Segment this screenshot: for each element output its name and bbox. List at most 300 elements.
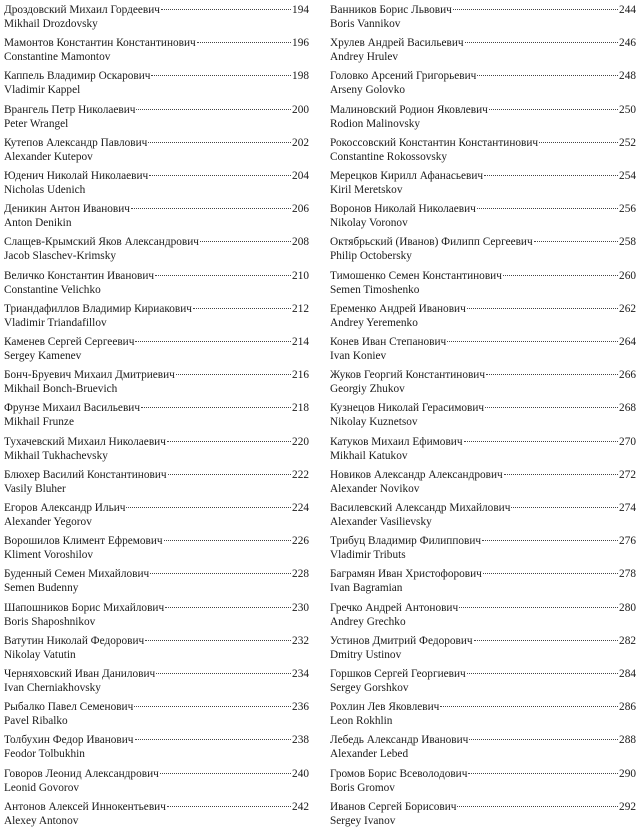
russian-name: Врангель Петр Николаевич [4, 103, 136, 116]
page-number: 212 [292, 302, 309, 315]
english-name: Boris Vannikov [330, 18, 401, 30]
russian-name: Ватутин Николай Федорович [4, 634, 145, 647]
index-entry [330, 701, 636, 733]
russian-name: Юденич Николай Николаевич [4, 170, 149, 182]
dot-leader [477, 208, 618, 209]
dot-leader [197, 42, 291, 43]
dot-leader [135, 341, 291, 342]
entry-line [4, 602, 309, 615]
index-entry [330, 37, 636, 69]
english-name: Sergey Gorshkov [330, 682, 409, 694]
entry-line [4, 635, 309, 648]
entry-line [4, 668, 309, 681]
index-entry [4, 436, 309, 468]
index-entry [4, 37, 309, 69]
dot-leader [486, 374, 618, 375]
index-entry [4, 303, 309, 335]
entry-line [4, 203, 309, 216]
page-number: 218 [292, 402, 309, 415]
entry-line [4, 801, 309, 814]
russian-name: Черняховский Иван Данилович [4, 668, 156, 680]
page-number: 278 [619, 568, 636, 581]
dot-leader [167, 806, 291, 807]
entry-line [4, 303, 309, 316]
page-number: 254 [619, 170, 636, 182]
dot-leader [511, 507, 618, 508]
page-number: 250 [619, 103, 636, 116]
index-entry [330, 336, 636, 368]
index-entry [4, 568, 309, 600]
dot-leader [467, 673, 618, 674]
english-name: Andrey Grechko [330, 615, 406, 628]
index-entry [4, 203, 309, 235]
dot-leader [482, 540, 618, 541]
entry-line [4, 502, 309, 515]
page-number: 234 [292, 668, 309, 680]
english-name: Leon Rokhlin [330, 715, 393, 728]
index-entry [330, 236, 636, 268]
russian-name: Устинов Дмитрий Федорович [330, 634, 473, 647]
russian-name: Иванов Сергей Борисович [330, 800, 457, 813]
index-entry [330, 402, 636, 434]
dot-leader [534, 241, 618, 242]
page-number: 210 [292, 269, 309, 282]
english-name: Constantine Rokossovsky [330, 150, 448, 163]
entry-line [330, 701, 636, 714]
russian-name: Гречко Андрей Антонович [330, 601, 459, 614]
english-name: Ivan Cherniakhovsky [4, 682, 101, 694]
russian-name: Ванников Борис Львович [330, 4, 452, 16]
entry-line [4, 402, 309, 415]
index-entry [4, 336, 309, 368]
russian-name: Дроздовский Михаил Гордеевич [4, 4, 160, 16]
english-name: Mikhail Katukov [330, 449, 408, 462]
english-name: Andrey Hrulev [330, 51, 399, 64]
dot-leader [464, 441, 619, 442]
russian-name: Еременко Андрей Иванович [330, 302, 466, 315]
russian-name: Триандафиллов Владимир Кириакович [4, 302, 192, 315]
index-entry [330, 4, 636, 36]
russian-name: Шапошников Борис Михайлович [4, 601, 165, 614]
russian-name: Октябрьский (Иванов) Филипп Сергеевич [330, 236, 533, 249]
russian-name: Громов Борис Всеволодович [330, 767, 468, 780]
english-name: Mikhail Tukhachevsky [4, 449, 108, 462]
english-name: Arseny Golovko [330, 84, 405, 97]
russian-name: Рохлин Лев Яковлевич [330, 701, 440, 714]
page-number: 206 [292, 203, 309, 216]
russian-name: Катуков Михаил Ефимович [330, 435, 463, 448]
entry-line [4, 568, 309, 581]
russian-name: Конев Иван Степанович [330, 336, 447, 348]
english-name: Philip Octobersky [330, 250, 412, 263]
dot-leader [459, 607, 618, 608]
page-number: 236 [292, 701, 309, 714]
russian-name: Мамонтов Константин Константинович [4, 37, 196, 50]
index-entry [330, 137, 636, 169]
russian-name: Говоров Леонид Александрович [4, 767, 159, 780]
index-entry [4, 369, 309, 401]
dot-leader [465, 42, 618, 43]
page-number: 290 [619, 767, 636, 780]
entry-line [4, 768, 309, 781]
entry-line [4, 336, 309, 349]
english-name: Leonid Govorov [4, 781, 79, 794]
page-number: 238 [292, 734, 309, 747]
index-entry [4, 402, 309, 434]
entry-line [330, 768, 636, 781]
english-name: Alexander Kutepov [4, 150, 93, 163]
dot-leader [453, 9, 618, 10]
index-entry [4, 104, 309, 136]
english-name: Boris Gromov [330, 781, 395, 794]
index-entry [4, 602, 309, 634]
english-name: Nikolay Kuznetsov [330, 416, 418, 429]
dot-leader [193, 308, 291, 309]
entry-line [330, 436, 636, 449]
index-entry [4, 137, 309, 169]
entry-line [4, 369, 309, 382]
entry-line [4, 104, 309, 117]
russian-name: Новиков Александр Александрович [330, 468, 503, 481]
russian-name: Тимошенко Семен Константинович [330, 269, 502, 282]
page-number: 256 [619, 203, 636, 216]
english-name: Vladimir Kappel [4, 84, 81, 97]
page-number: 208 [292, 236, 309, 249]
entry-line [330, 734, 636, 747]
index-entry [4, 469, 309, 501]
entry-line [330, 336, 636, 349]
page-number: 272 [619, 468, 636, 481]
index-entry [4, 734, 309, 766]
dot-leader [483, 573, 618, 574]
entry-line [330, 635, 636, 648]
index-entry [4, 768, 309, 800]
page-number: 286 [619, 701, 636, 714]
russian-name: Трибуц Владимир Филиппович [330, 535, 482, 548]
dot-leader [485, 407, 618, 408]
russian-name: Фрунзе Михаил Васильевич [4, 402, 141, 415]
entry-line [4, 4, 309, 17]
russian-name: Бонч-Бруевич Михаил Дмитриевич [4, 369, 175, 382]
dot-leader [161, 9, 291, 10]
index-entry [330, 734, 636, 766]
dot-leader [155, 275, 291, 276]
russian-name: Рокоссовский Константин Константинович [330, 136, 539, 149]
entry-line [4, 469, 309, 482]
entry-line [4, 535, 309, 548]
index-entry [330, 170, 636, 202]
dot-leader [484, 175, 618, 176]
index-entry [330, 203, 636, 235]
english-name: Nikolay Voronov [330, 217, 408, 230]
entry-line [330, 602, 636, 615]
index-entry [4, 801, 309, 833]
dot-leader [440, 706, 618, 707]
entry-line [330, 402, 636, 415]
russian-name: Воронов Николай Николаевич [330, 203, 476, 216]
index-entry [4, 635, 309, 667]
index-entry [4, 270, 309, 302]
english-name: Boris Shaposhnikov [4, 615, 96, 628]
english-name: Constantine Velichko [4, 283, 101, 296]
russian-name: Тухачевский Михаил Николаевич [4, 435, 166, 448]
english-name: Dmitry Ustinov [330, 648, 402, 661]
dot-leader [126, 507, 291, 508]
entry-line [330, 469, 636, 482]
russian-name: Антонов Алексей Иннокентьевич [4, 800, 166, 813]
entry-line [330, 203, 636, 216]
page-number: 204 [292, 170, 309, 182]
index-entry [4, 701, 309, 733]
dot-leader [469, 739, 618, 740]
page-number: 260 [619, 269, 636, 282]
page-number: 200 [292, 103, 309, 116]
dot-leader [149, 175, 291, 176]
page-number: 248 [619, 70, 636, 83]
page-number: 282 [619, 634, 636, 647]
russian-name: Буденный Семен Михайлович [4, 568, 150, 581]
entry-line [330, 170, 636, 183]
english-name: Semen Budenny [4, 582, 79, 595]
page-number: 244 [619, 4, 636, 16]
entry-line [4, 270, 309, 283]
page-number: 226 [292, 535, 309, 548]
english-name: Vasily Bluher [4, 482, 66, 495]
page-number: 222 [292, 468, 309, 481]
entry-line [330, 37, 636, 50]
english-name: Mikhail Frunze [4, 416, 74, 429]
dot-leader [134, 706, 291, 707]
entry-line [330, 801, 636, 814]
index-entry [4, 502, 309, 534]
entry-line [330, 502, 636, 515]
page-number: 268 [619, 402, 636, 415]
english-name: Feodor Tolbukhin [4, 748, 85, 761]
dot-leader [477, 75, 618, 76]
entry-line [4, 236, 309, 249]
russian-name: Мерецков Кирилл Афанасьевич [330, 170, 484, 182]
entry-line [330, 4, 636, 17]
page-number: 270 [619, 435, 636, 448]
dot-leader [468, 773, 618, 774]
page-number: 252 [619, 136, 636, 149]
entry-line [4, 734, 309, 747]
dot-leader [474, 640, 618, 641]
index-entry [4, 70, 309, 102]
page-number: 258 [619, 236, 636, 249]
dot-leader [165, 607, 291, 608]
english-name: Mikhail Bonch-Bruevich [4, 383, 118, 396]
dot-leader [457, 806, 618, 807]
english-name: Alexander Yegorov [4, 516, 92, 528]
english-name: Alexander Lebed [330, 748, 409, 761]
russian-name: Кутепов Александр Павлович [4, 136, 148, 149]
dot-leader [135, 739, 292, 740]
page-number: 194 [292, 4, 309, 16]
dot-leader [160, 773, 291, 774]
russian-name: Каменев Сергей Сергеевич [4, 336, 135, 348]
entry-line [330, 568, 636, 581]
index-entry [4, 4, 309, 36]
entry-line [330, 270, 636, 283]
dot-leader [200, 241, 291, 242]
page-number: 196 [292, 37, 309, 50]
page-number: 264 [619, 336, 636, 348]
page-number: 202 [292, 136, 309, 149]
english-name: Sergey Kamenev [4, 350, 82, 362]
index-entry [4, 236, 309, 268]
entry-line [330, 236, 636, 249]
entry-line [4, 701, 309, 714]
russian-name: Блюхер Василий Константинович [4, 468, 167, 481]
russian-name: Слащев-Крымский Яков Александрович [4, 236, 199, 249]
page-number: 230 [292, 601, 309, 614]
english-name: Anton Denikin [4, 217, 72, 230]
russian-name: Баграмян Иван Христофорович [330, 568, 482, 581]
english-name: Nikolay Vatutin [4, 648, 76, 661]
dot-leader [145, 640, 291, 641]
page-number: 216 [292, 369, 309, 382]
page-number: 262 [619, 302, 636, 315]
russian-name: Головко Арсений Григорьевич [330, 70, 477, 83]
dot-leader [489, 109, 618, 110]
dot-leader [447, 341, 618, 342]
page-number: 280 [619, 601, 636, 614]
english-name: Rodion Malinovsky [330, 117, 421, 130]
index-entry [330, 469, 636, 501]
index-entry [330, 801, 636, 833]
index-entry [330, 303, 636, 335]
index-entry [330, 104, 636, 136]
english-name: Alexey Antonov [4, 814, 79, 827]
entry-line [4, 436, 309, 449]
dot-leader [156, 673, 291, 674]
entry-line [4, 70, 309, 83]
dot-leader [176, 374, 291, 375]
dot-leader [168, 474, 292, 475]
english-name: Pavel Ribalko [4, 715, 68, 728]
page-number: 288 [619, 734, 636, 747]
page-number: 292 [619, 800, 636, 813]
entry-line [330, 369, 636, 382]
english-name: Vladimir Triandafillov [4, 316, 107, 329]
page-number: 240 [292, 767, 309, 780]
page-number: 232 [292, 634, 309, 647]
english-name: Alexander Vasilievsky [330, 516, 432, 528]
dot-leader [141, 407, 291, 408]
page-number: 224 [292, 502, 309, 514]
dot-leader [151, 75, 291, 76]
english-name: Sergey Ivanov [330, 814, 396, 827]
index-entry [330, 70, 636, 102]
index-entry [330, 502, 636, 534]
dot-leader [504, 474, 618, 475]
russian-name: Хрулев Андрей Васильевич [330, 37, 464, 50]
russian-name: Лебедь Александр Иванович [330, 734, 469, 747]
index-entry [4, 668, 309, 700]
page-number: 246 [619, 37, 636, 50]
entry-line [330, 137, 636, 150]
english-name: Georgiy Zhukov [330, 383, 405, 396]
index-entry [330, 668, 636, 700]
english-name: Kliment Voroshilov [4, 549, 94, 562]
english-name: Semen Timoshenko [330, 283, 420, 296]
english-name: Jacob Slaschev-Krimsky [4, 250, 117, 263]
english-name: Mikhail Drozdovsky [4, 18, 98, 30]
entry-line [330, 668, 636, 681]
dot-leader [539, 142, 618, 143]
entry-line [330, 70, 636, 83]
page-number: 284 [619, 668, 636, 680]
dot-leader [164, 540, 291, 541]
english-name: Vladimir Tributs [330, 549, 406, 562]
entry-line [4, 137, 309, 150]
index-entry [330, 436, 636, 468]
english-name: Peter Wrangel [4, 117, 69, 130]
russian-name: Величко Константин Иванович [4, 269, 155, 282]
english-name: Constantine Mamontov [4, 51, 111, 64]
russian-name: Каппель Владимир Оскарович [4, 70, 151, 83]
russian-name: Кузнецов Николай Герасимович [330, 402, 485, 415]
page-number: 198 [292, 70, 309, 83]
page-number: 266 [619, 369, 636, 382]
index-entry [4, 535, 309, 567]
russian-name: Рыбалко Павел Семенович [4, 701, 134, 714]
entry-line [330, 303, 636, 316]
page-number: 214 [292, 336, 309, 348]
page-number: 242 [292, 800, 309, 813]
russian-name: Ворошилов Климент Ефремович [4, 535, 163, 548]
english-name: Nicholas Udenich [4, 184, 86, 196]
english-name: Kiril Meretskov [330, 184, 403, 196]
entry-line [4, 37, 309, 50]
english-name: Alexander Novikov [330, 482, 420, 495]
index-entry [4, 170, 309, 202]
page-number: 274 [619, 502, 636, 514]
index-entry [330, 768, 636, 800]
russian-name: Василевский Александр Михайлович [330, 502, 511, 514]
english-name: Ivan Bagramian [330, 582, 403, 595]
page-number: 228 [292, 568, 309, 581]
index-entry [330, 602, 636, 634]
dot-leader [148, 142, 291, 143]
dot-leader [503, 275, 618, 276]
page-number: 276 [619, 535, 636, 548]
index-entry [330, 568, 636, 600]
dot-leader [167, 441, 291, 442]
dot-leader [136, 109, 291, 110]
russian-name: Жуков Георгий Константинович [330, 369, 486, 382]
english-name: Andrey Yeremenko [330, 316, 418, 329]
index-entry [330, 369, 636, 401]
dot-leader [467, 308, 618, 309]
dot-leader [131, 208, 291, 209]
russian-name: Толбухин Федор Иванович [4, 734, 134, 747]
index-entry [330, 635, 636, 667]
russian-name: Горшков Сергей Георгиевич [330, 668, 466, 680]
page-number: 220 [292, 435, 309, 448]
index-entry [330, 535, 636, 567]
russian-name: Егоров Александр Ильич [4, 502, 126, 514]
english-name: Ivan Koniev [330, 350, 387, 362]
entry-line [330, 535, 636, 548]
index-entry [330, 270, 636, 302]
russian-name: Малиновский Родион Яковлевич [330, 103, 488, 116]
dot-leader [150, 573, 291, 574]
russian-name: Деникин Антон Иванович [4, 203, 130, 216]
entry-line [4, 170, 309, 183]
entry-line [330, 104, 636, 117]
